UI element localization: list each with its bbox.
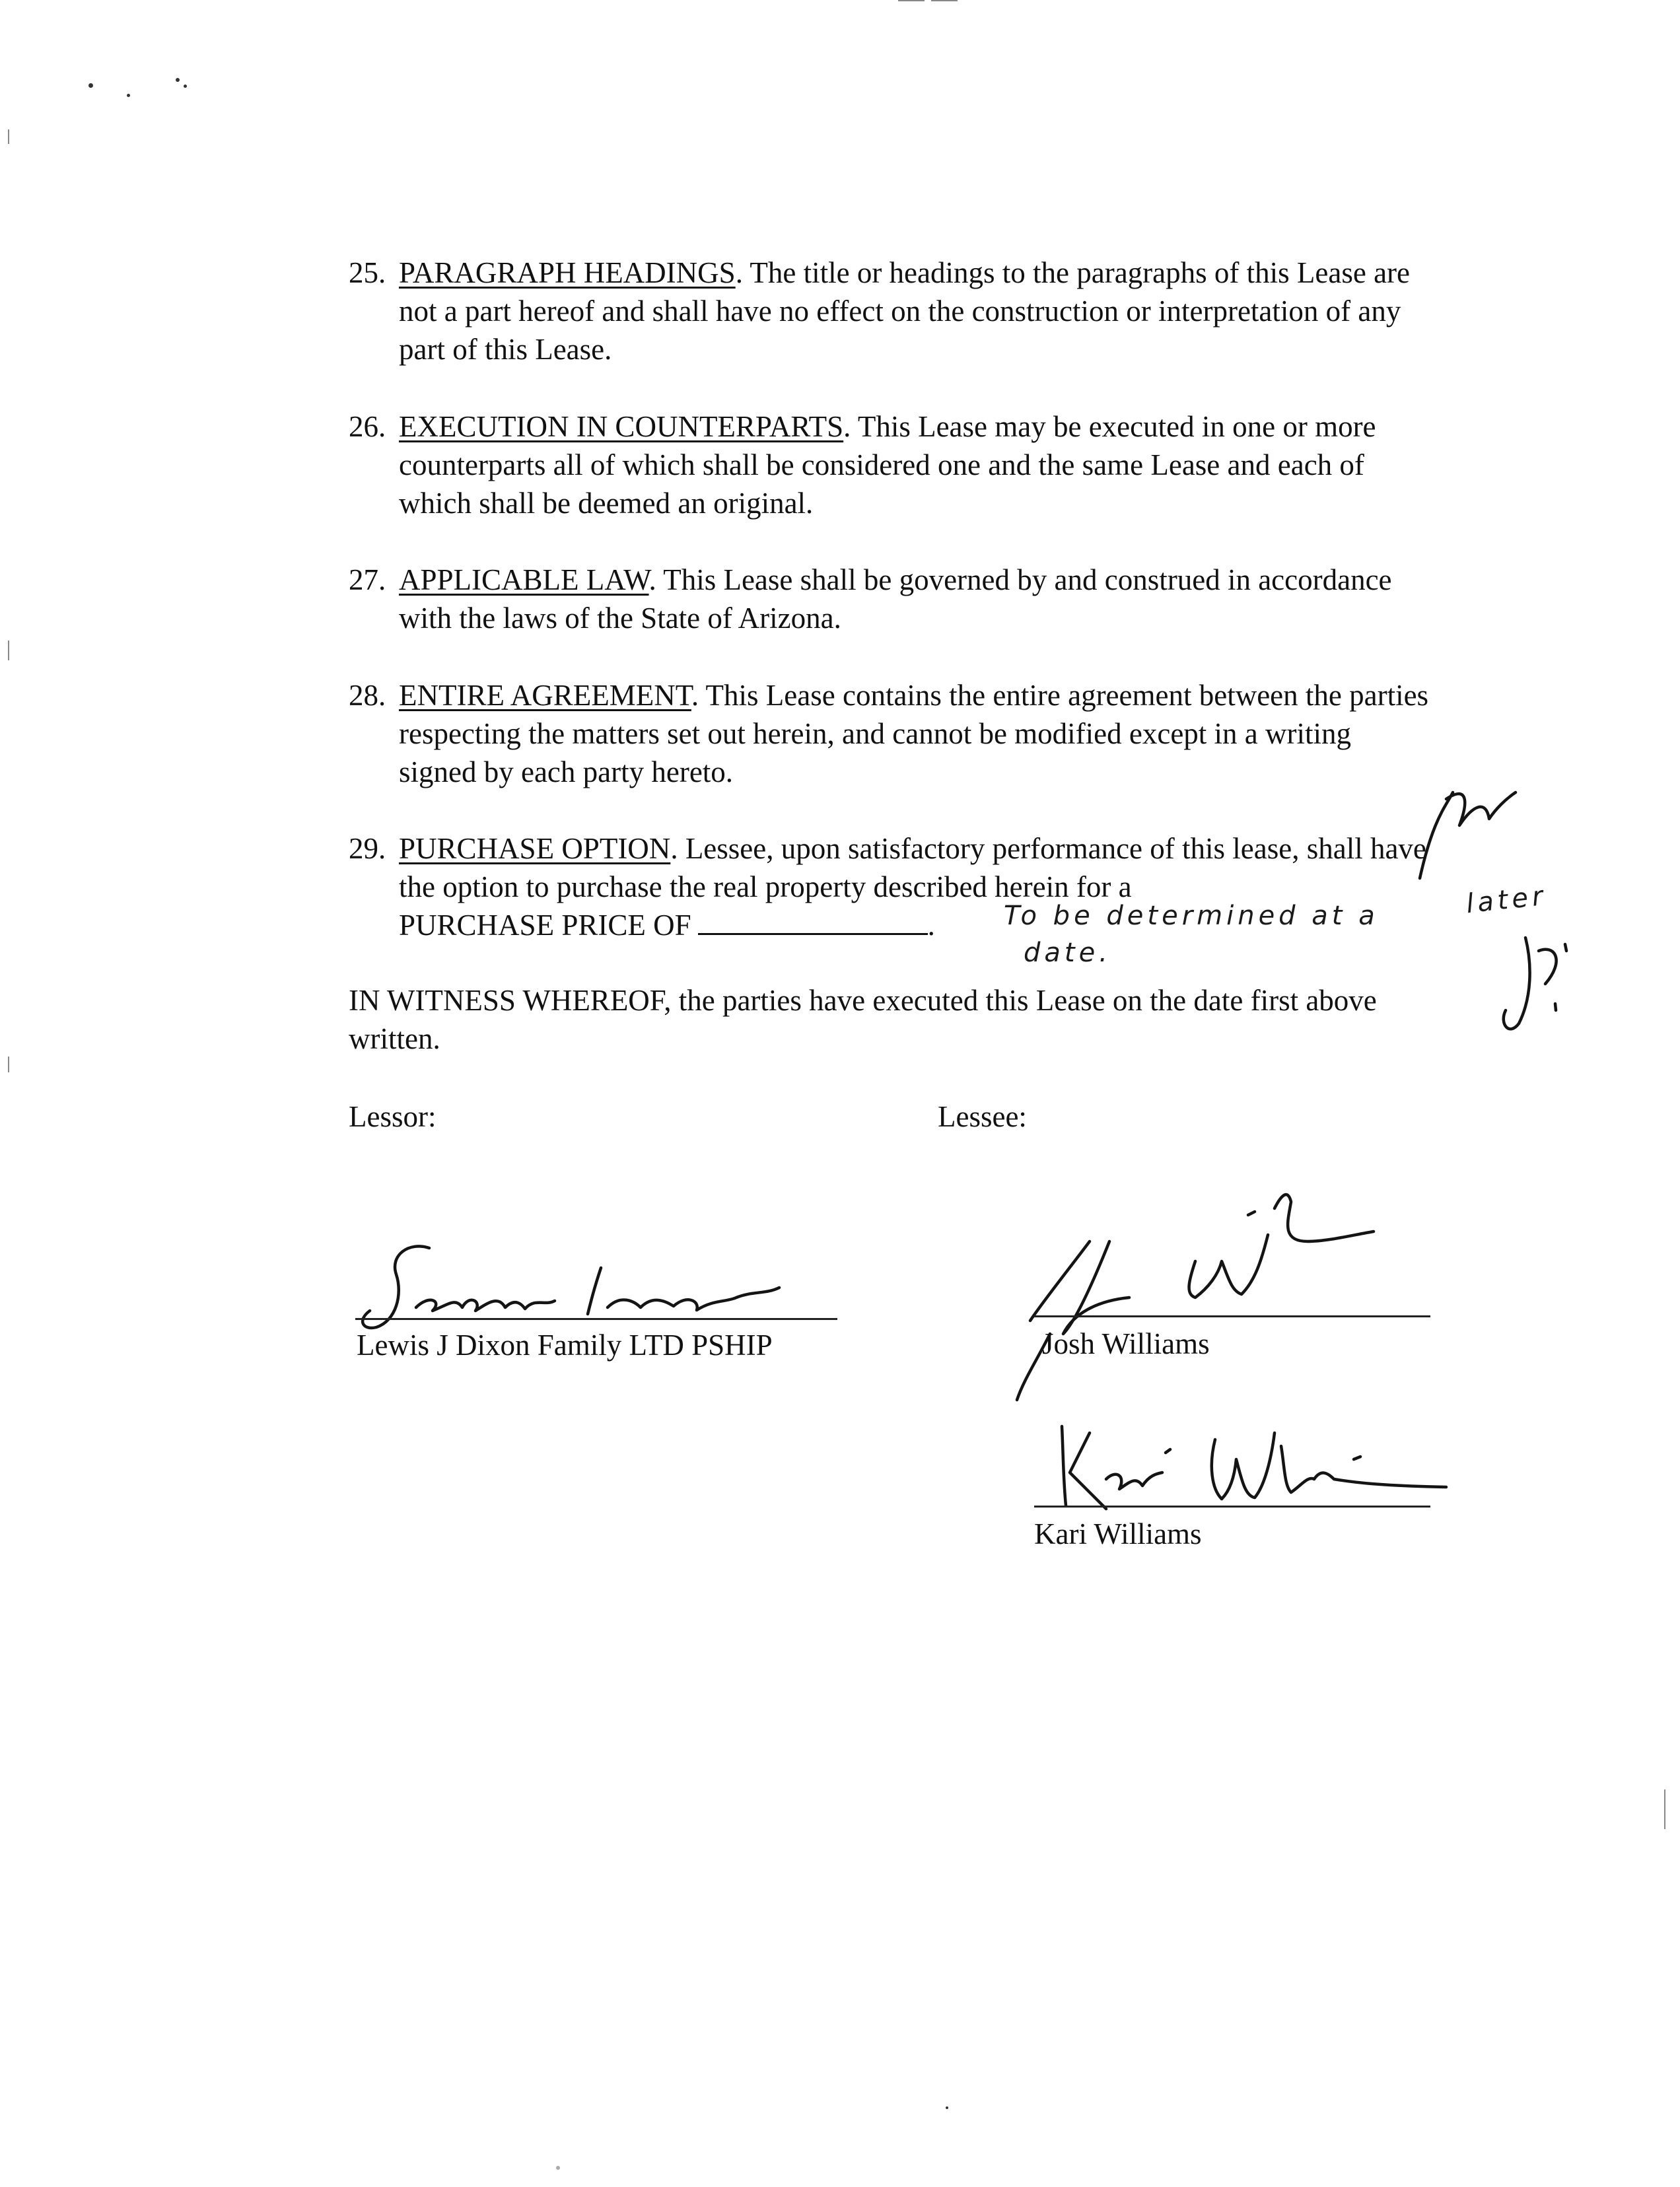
- lessor-signature-line: [355, 1318, 837, 1320]
- clause-text: . This Lease shall be governed by and construed in accordance with the laws of the State of Arizona.: [399, 563, 1392, 635]
- scan-mark: [8, 641, 9, 660]
- clause-heading: APPLICABLE LAW: [399, 563, 649, 596]
- margin-initials-signature: [1492, 924, 1578, 1043]
- scan-speck: [556, 2166, 560, 2170]
- clause-number: 26.: [349, 410, 386, 443]
- clause-number: 29.: [349, 832, 386, 865]
- lessor-label: Lessor:: [349, 1100, 437, 1133]
- scan-mark: [1664, 1789, 1665, 1829]
- clause-text: . This Lease may be executed in one or more counterparts all of which shall be considered one and the same Lease and each of which shall be deemed an original.: [399, 410, 1376, 520]
- lessee-signature-line-1: [1034, 1315, 1430, 1317]
- clause-25: [349, 254, 1432, 368]
- lessee-label: Lessee:: [938, 1100, 1027, 1133]
- clause-number: 27.: [349, 563, 386, 596]
- clause-number: 28.: [349, 679, 386, 712]
- scan-speck: [176, 78, 180, 82]
- scan-mark: [898, 0, 925, 1]
- purchase-price-blank: [698, 907, 928, 935]
- witness-clause: [349, 981, 1432, 1058]
- purchase-price-label: PURCHASE PRICE OF: [399, 909, 691, 942]
- clause-text: . The title or headings to the paragraphs of this Lease are not a part hereof and shall have no effect on the construction or interpretation of any part of this Lease.: [399, 256, 1410, 366]
- scan-mark: [931, 0, 958, 1]
- lessor-name: Lewis J Dixon Family LTD PSHIP: [357, 1329, 773, 1362]
- clause-heading: PURCHASE OPTION: [399, 832, 671, 865]
- lessee-signature-kari: [1043, 1413, 1466, 1519]
- clause-number: 25.: [349, 256, 386, 289]
- clause-text: . Lessee, upon satisfactory performance of this lease, shall have the option to purchase the real property described herein for a: [399, 832, 1426, 903]
- lessee-name-2: Kari Williams: [1034, 1517, 1202, 1550]
- lessee-signature-josh: [997, 1169, 1459, 1406]
- scan-mark: [8, 1057, 9, 1072]
- lessee-name-1: Josh Williams: [1042, 1327, 1210, 1360]
- clause-28: [349, 676, 1432, 791]
- margin-initials-signature: [1407, 779, 1539, 898]
- purchase-price-period: .: [927, 909, 935, 942]
- handwritten-note-line2: date.: [1024, 938, 1111, 968]
- handwritten-margin-note: later: [1464, 880, 1549, 920]
- scan-speck: [127, 94, 130, 97]
- scan-speck: [88, 83, 93, 88]
- clause-heading: EXECUTION IN COUNTERPARTS: [399, 410, 844, 443]
- clause-heading: PARAGRAPH HEADINGS: [399, 256, 736, 289]
- clause-text: . This Lease contains the entire agreement between the parties respecting the matters set out herein, and cannot be modified except in a writing signed by each party hereto.: [399, 679, 1429, 788]
- witness-text: IN WITNESS WHEREOF, the parties have executed this Lease on the date first above written.: [349, 984, 1377, 1055]
- scan-speck: [184, 85, 187, 88]
- scan-mark: [8, 129, 9, 144]
- scan-speck: [946, 2106, 948, 2109]
- clause-heading: ENTIRE AGREEMENT: [399, 679, 691, 712]
- clause-26: [349, 407, 1432, 522]
- lessee-signature-line-2: [1034, 1506, 1430, 1508]
- handwritten-note-line1: To be determined at a: [1004, 901, 1379, 931]
- clause-27: [349, 561, 1432, 637]
